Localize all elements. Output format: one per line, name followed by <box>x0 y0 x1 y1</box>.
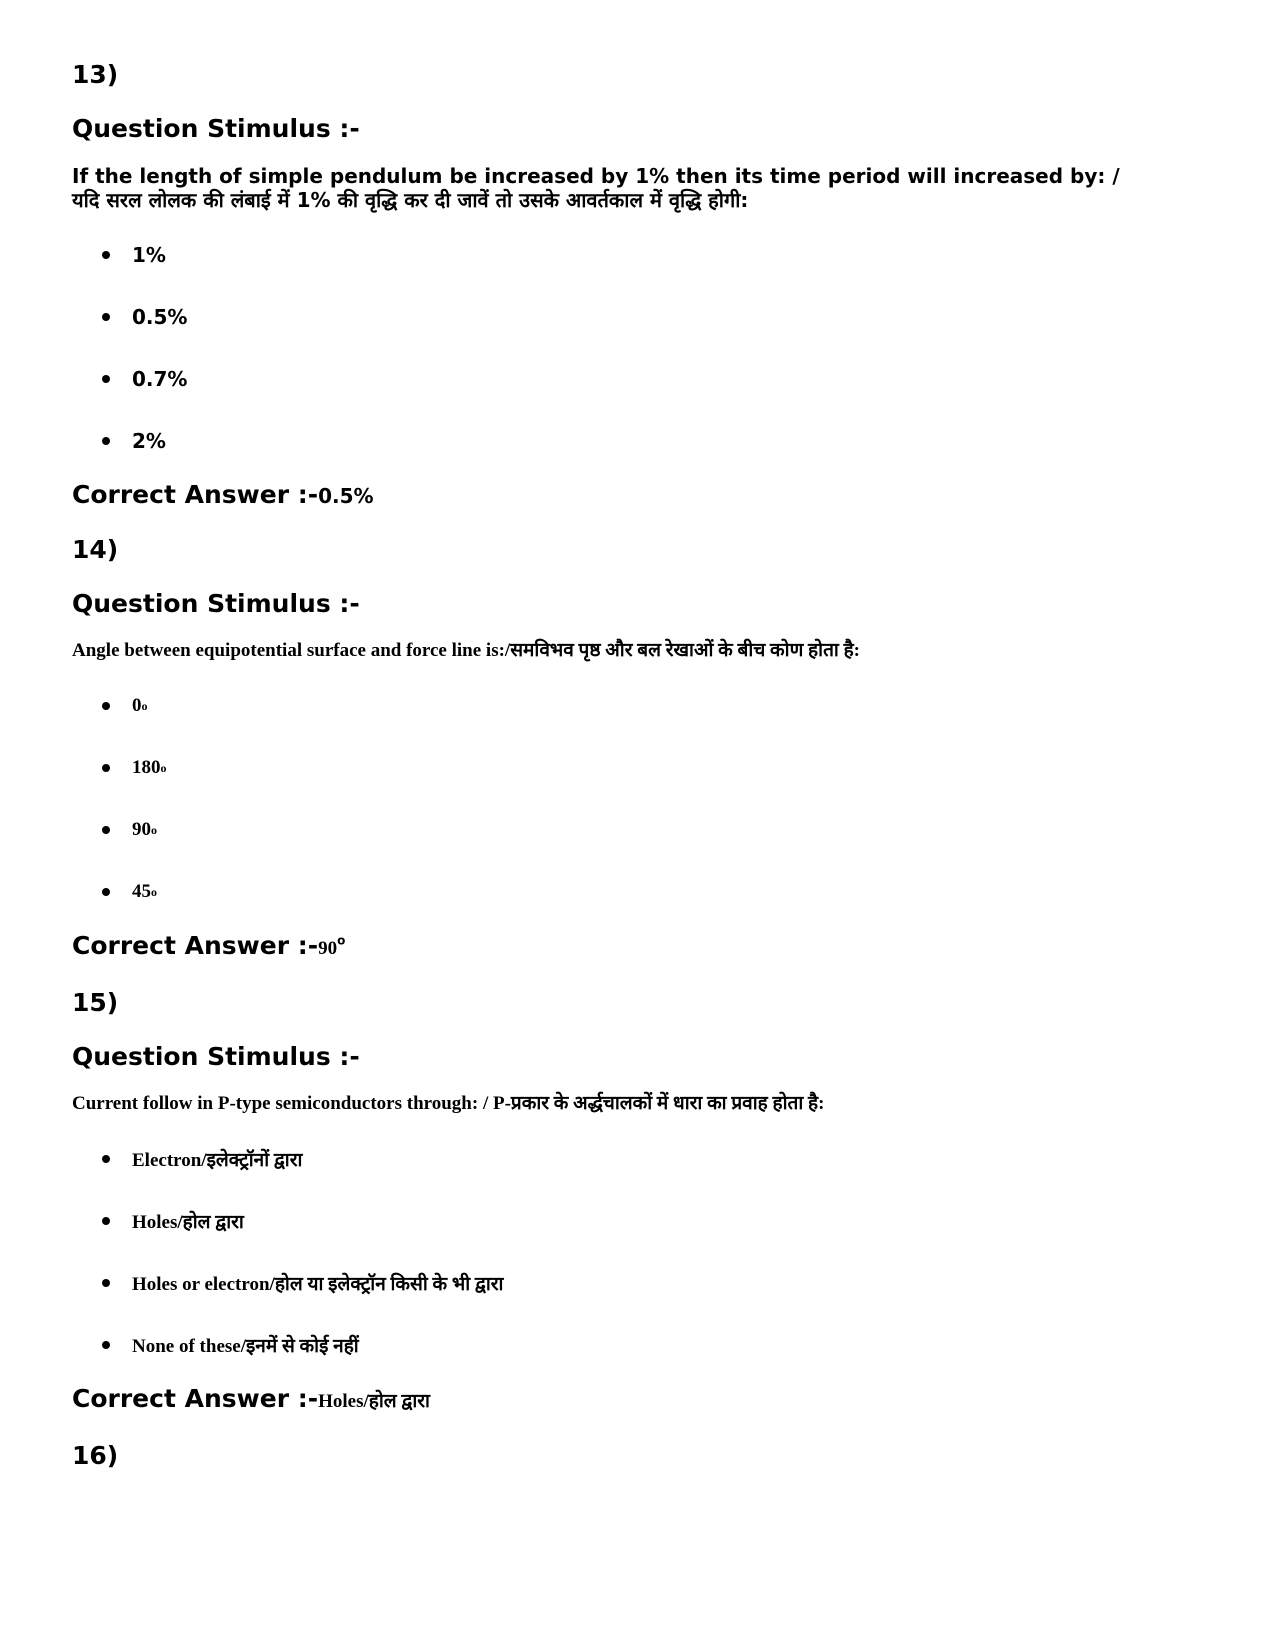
option-text: 45 <box>132 881 151 902</box>
question-text-bilingual: Angle between equipotential surface and force line is:/समविभव पृष्ठ और बल रेखाओं के बीच कोण होता है: <box>72 640 860 661</box>
option-item <box>72 1252 1212 1314</box>
answer-label: Correct Answer :- <box>72 931 319 960</box>
option-text: Holes or electron/होल या इलेक्ट्रॉन किसी के भी द्वारा <box>132 1274 504 1295</box>
option-text: 2% <box>132 429 166 453</box>
question-14 <box>72 533 1212 966</box>
bullet-icon <box>102 313 110 321</box>
options-list <box>72 1128 1212 1376</box>
question-15 <box>72 986 1212 1419</box>
question-paper <box>72 58 1212 1493</box>
option-item <box>72 286 1212 348</box>
question-text-english: If the length of simple pendulum be increased by 1% then its time period will increased by: / <box>72 164 1120 188</box>
question-number: 14) <box>72 535 119 564</box>
option-text: 90 <box>132 819 151 840</box>
bullet-icon <box>102 1341 110 1349</box>
answer-value: 0.5% <box>318 484 374 508</box>
option-text: 0.7% <box>132 367 188 391</box>
option-item <box>72 1128 1212 1190</box>
answer-label: Correct Answer :- <box>72 480 319 509</box>
stimulus-label: Question Stimulus :- <box>72 1042 360 1071</box>
option-text: Holes/होल द्वारा <box>132 1212 244 1233</box>
bullet-icon <box>102 437 110 445</box>
question-text <box>72 164 1212 212</box>
question-text <box>72 1092 1212 1116</box>
question-number: 15) <box>72 988 119 1017</box>
bullet-icon <box>102 702 110 710</box>
question-13 <box>72 58 1212 513</box>
bullet-icon <box>102 1217 110 1225</box>
option-item: 0 o <box>72 675 1212 737</box>
option-text: 0.5% <box>132 305 188 329</box>
correct-answer <box>72 478 1212 513</box>
option-text: Electron/इलेक्ट्रॉनों द्वारा <box>132 1150 303 1171</box>
question-text-bilingual: Current follow in P-type semiconductors through: / P-प्रकार के अर्द्धचालकों में धारा का प्रवाह होता है: <box>72 1093 825 1114</box>
answer-label: Correct Answer :- <box>72 1384 319 1413</box>
bullet-icon <box>102 764 110 772</box>
question-text <box>72 639 1212 663</box>
bullet-icon <box>102 375 110 383</box>
option-text: None of these/इनमें से कोई नहीं <box>132 1336 359 1357</box>
bullet-icon <box>102 251 110 259</box>
option-text: 0 <box>132 695 142 716</box>
bullet-icon <box>102 826 110 834</box>
option-item <box>72 410 1212 472</box>
option-text: 1% <box>132 243 166 267</box>
question-text-hindi: यदि सरल लोलक की लंबाई में 1% की वृद्धि कर दी जावें तो उसके आवर्तकाल में वृद्धि होगी: <box>72 188 749 212</box>
answer-value: 90 <box>318 938 338 959</box>
degree-superscript: o <box>337 933 346 948</box>
question-number: 16) <box>72 1441 119 1470</box>
stimulus-label: Question Stimulus :- <box>72 114 360 143</box>
option-item: 45 o <box>72 861 1212 923</box>
bullet-icon <box>102 888 110 896</box>
stimulus-label: Question Stimulus :- <box>72 589 360 618</box>
option-text: 180 <box>132 757 161 778</box>
answer-value: Holes/होल द्वारा <box>318 1391 430 1412</box>
option-item <box>72 348 1212 410</box>
options-list <box>72 224 1212 472</box>
question-number: 13) <box>72 60 119 89</box>
correct-answer <box>72 929 1212 966</box>
bullet-icon <box>102 1279 110 1287</box>
option-item <box>72 224 1212 286</box>
correct-answer <box>72 1382 1212 1419</box>
option-item <box>72 1314 1212 1376</box>
option-item <box>72 1190 1212 1252</box>
option-item: 180 o <box>72 737 1212 799</box>
question-16 <box>72 1439 1212 1473</box>
bullet-icon <box>102 1155 110 1163</box>
options-list <box>72 675 1212 923</box>
option-item: 90 o <box>72 799 1212 861</box>
